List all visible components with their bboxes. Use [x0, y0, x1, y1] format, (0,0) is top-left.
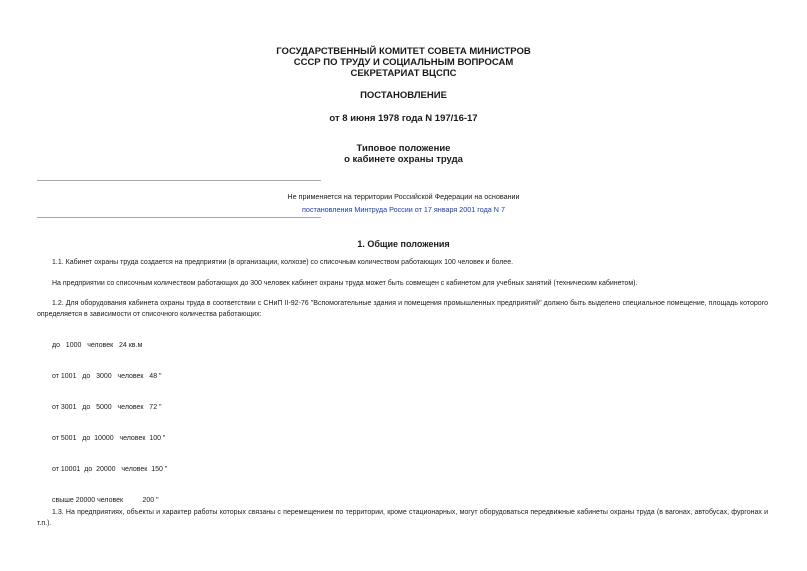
issuer-line-3: СЕКРЕТАРИАТ ВЦСПС [350, 68, 457, 79]
paragraph-1-1-note [37, 279, 768, 290]
area-row: до 1000 человек 24 кв.м [52, 342, 143, 349]
issuer-block [0, 46, 807, 79]
status-notice-link[interactable]: постановления Минтруда России от 17 января 2001 года N 7 [302, 205, 505, 214]
divider-top [37, 180, 321, 181]
area-row: от 3001 до 5000 человек 72 " [52, 404, 162, 411]
area-row: свыше 20000 человек 200 " [52, 497, 159, 504]
section-heading: 1. Общие положения [357, 239, 450, 249]
divider-bottom [37, 217, 321, 218]
paragraph-1-1-note-text: На предприятии со списочным количеством работающих до 300 человек кабинет охраны труда может быть совмещен с кабинетом для учебных занятий (техническим кабинетом). [52, 280, 638, 287]
document-title-line-2: о кабинете охраны труда [344, 154, 463, 165]
area-row: от 1001 до 3000 человек 48 " [52, 373, 162, 380]
document-title-line-1: Типовое положение [356, 143, 451, 154]
status-notice-text: Не применяется на территории Российской Федерации на основании [287, 192, 520, 201]
paragraph-1-1-text: 1.1. Кабинет охраны труда создается на предприятии (в организации, колхозе) со списочным количеством работающих 100 человек и более. [52, 259, 514, 266]
paragraph-1-1 [37, 258, 768, 269]
document-title [0, 143, 807, 165]
issuer-line-1: ГОСУДАРСТВЕННЫЙ КОМИТЕТ СОВЕТА МИНИСТРОВ [276, 46, 531, 57]
area-row: от 10001 до 20000 человек 150 " [52, 466, 168, 473]
paragraph-1-3 [37, 508, 768, 529]
paragraph-1-2-text: 1.2. Для оборудования кабинета охраны труда в соответствии с СНиП II-92-76 "Вспомогательные здания и помещения промышленных предприятий" должно быть выделено специальное помещение, площадь которого определяется в зависимости от списочного количества работающих: [37, 300, 768, 318]
area-row: от 5001 до 10000 человек 100 " [52, 435, 166, 442]
issuer-line-2: СССР ПО ТРУДУ И СОЦИАЛЬНЫМ ВОПРОСАМ [293, 57, 514, 68]
paragraph-1-3-text: 1.3. На предприятиях, объекты и характер работы которых связаны с перемещением по территории, кроме стационарных, могут оборудоваться передвижные кабинеты охраны труда (в вагонах, автобусах, фургонах и т.п.). [37, 509, 768, 527]
document-type: ПОСТАНОВЛЕНИЕ [360, 90, 447, 101]
status-notice [0, 190, 807, 216]
paragraph-1-2 [37, 299, 768, 320]
document-date-number: от 8 июня 1978 года N 197/16-17 [329, 113, 478, 124]
